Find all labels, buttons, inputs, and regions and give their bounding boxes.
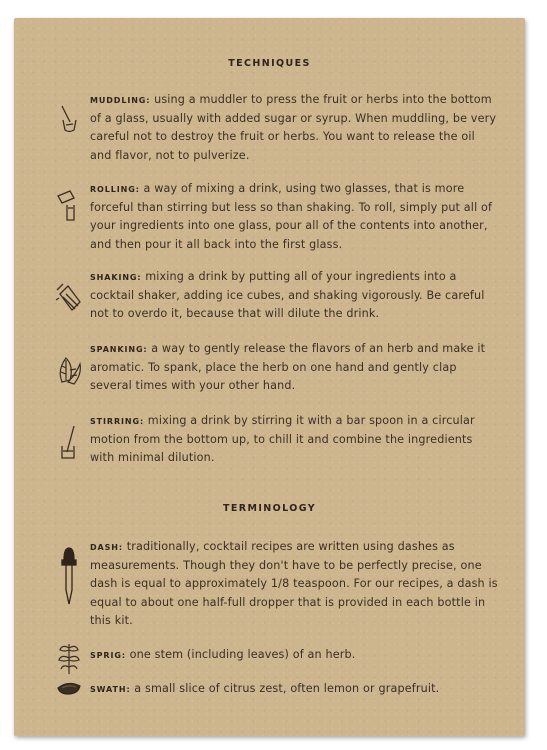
term-spanking: SPANKING: bbox=[90, 345, 148, 354]
definition-swath: a small slice of citrus zest, often lemon or grapefruit. bbox=[130, 682, 440, 695]
definition-spanking: a way to gently release the flavors of an herb and make it aromatic. To spank, place the herb on one hand and gently clap several times with your other hand. bbox=[90, 342, 486, 393]
definition-sprig: one stem (including leaves) of an herb. bbox=[125, 648, 356, 661]
definition-rolling: a way of mixing a drink, using two glasses, that is more forceful than stirring but less so than shaking. To roll, simply put all of your ingredients into one glass, pour all of the contents into another, and then pour it all back into the first glass. bbox=[90, 182, 493, 251]
rolling-glasses-icon bbox=[54, 188, 84, 224]
sprig-icon bbox=[54, 640, 84, 676]
technique-stirring bbox=[90, 412, 500, 468]
definition-shaking: mixing a drink by putting all of your ingredients into a cocktail shaker, adding ice cubes, and shaking vigorously. Be careful not to overdo it, because that will dilute the drink. bbox=[90, 270, 485, 321]
term-stirring: STIRRING: bbox=[90, 417, 145, 426]
herb-leaves-icon bbox=[54, 352, 84, 388]
terminology-sprig bbox=[90, 646, 500, 665]
technique-muddling bbox=[90, 91, 500, 165]
terminology-dash bbox=[90, 538, 500, 630]
bar-spoon-icon bbox=[54, 424, 84, 460]
term-sprig: SPRIG: bbox=[90, 651, 126, 660]
cocktail-shaker-icon bbox=[54, 280, 84, 316]
term-shaking: SHAKING: bbox=[90, 273, 142, 282]
technique-spanking bbox=[90, 340, 500, 396]
terminology-heading: TERMINOLOGY bbox=[223, 503, 316, 514]
definition-muddling: using a muddler to press the fruit or herbs into the bottom of a glass, usually with added sugar or syrup. When muddling, be very careful not to destroy the fruit or herbs. You want to release the oil and flavor, not to pulverize. bbox=[90, 93, 497, 162]
definition-dash: traditionally, cocktail recipes are written using dashes as measurements. Though they don't have to be perfectly precise, one dash is equal to approximately 1/8 teaspoon. For our recipes, a dash is equal to about one half-full dropper that is provided in each bottle in this kit. bbox=[90, 540, 498, 627]
muddler-icon bbox=[54, 102, 84, 138]
terminology-swath bbox=[90, 680, 500, 699]
term-rolling: ROLLING: bbox=[90, 185, 140, 194]
definition-stirring: mixing a drink by stirring it with a bar spoon in a circular motion from the bottom up, to chill it and combine the ingredients with minimal dilution. bbox=[90, 414, 475, 465]
technique-rolling bbox=[90, 180, 500, 254]
term-swath: SWATH: bbox=[90, 685, 131, 694]
dropper-icon bbox=[54, 546, 84, 610]
term-dash: DASH: bbox=[90, 543, 123, 552]
instruction-card bbox=[14, 18, 525, 736]
citrus-peel-icon bbox=[54, 678, 84, 700]
techniques-heading: TECHNIQUES bbox=[228, 58, 311, 69]
term-muddling: MUDDLING: bbox=[90, 96, 151, 105]
technique-shaking bbox=[90, 268, 500, 324]
